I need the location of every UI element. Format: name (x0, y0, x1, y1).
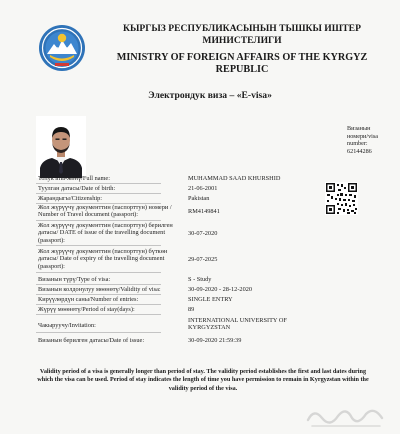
full-name-value: MUHAMMAD SAAD KHURSHID (188, 175, 281, 182)
validity-note: Validity period of a visa is generally longer than period of stay. The validity period establishes the first and last dates during which the visa can be used. Period of stay indicates the length of time you have permission to remain in Kyrgyzstan within the validity period of the visa. (37, 368, 369, 392)
evisa-title: Электрондук виза – «E-visa» (148, 90, 272, 101)
applicant-photo (36, 116, 86, 178)
entries-label: Кирүүлөрдүн саны/Number of entries: (38, 296, 139, 303)
entries-value: SINGLE ENTRY (188, 296, 233, 303)
period-of-stay-label: Жүрүү мөөнөтү/Period of stay(days): (38, 306, 135, 313)
full-name-label: Толук аты-жөнү/Full name: (38, 175, 110, 182)
passport-issue-date-label: Жол жүрүүчү документтин (паспорттун) берилген датасы/ DATE of issue of the travelling document (passport): (38, 222, 173, 244)
field-divider (36, 183, 161, 184)
field-divider (36, 220, 161, 221)
field-divider (36, 304, 161, 305)
date-of-birth-label: Туулган датасы/Date of birth: (38, 185, 116, 192)
field-divider (36, 193, 161, 194)
field-divider (36, 245, 161, 246)
visa-number-block (347, 125, 397, 155)
visa-validity-label: Визанын колдонулуу мөөнөтү/Validity of visa: (38, 286, 161, 293)
visa-number-label: Визанын номери/visa number: (347, 125, 379, 147)
field-divider (36, 284, 161, 285)
watermark-icon (300, 400, 390, 430)
passport-issue-date-value: 30-07-2020 (188, 230, 218, 237)
period-of-stay-value: 89 (188, 306, 195, 313)
passport-expiry-date-label: Жол жүрүүчү документтин (паспорттун) бүткөн датасы/ Date of expiry of the travelling document (passport): (38, 248, 168, 270)
field-divider (36, 272, 161, 273)
field-divider (36, 314, 161, 315)
passport-number-label: Жол жүрүүчү документтин (паспорттун) номери / Number of Travel document (passport): (38, 204, 172, 219)
passport-number-value: RM4149841 (188, 208, 220, 215)
ministry-title-english: MINISTRY OF FOREIGN AFFAIRS OF THE KYRGYZ REPUBLIC (116, 52, 368, 75)
invitation-label: Чакыруучу/Invitation: (38, 322, 96, 329)
field-divider (36, 294, 161, 295)
visa-number-value: 62144286 (347, 147, 372, 155)
citizenship-label: Жарандыгы/Citizenship: (38, 195, 103, 202)
kyrgyz-emblem-icon (38, 24, 86, 72)
visa-validity-value: 30-09-2020 - 28-12-2020 (188, 286, 253, 293)
date-of-birth-value: 21-06-2001 (188, 185, 218, 192)
citizenship-value: Pakistan (188, 195, 210, 202)
passport-expiry-date-value: 29-07-2025 (188, 256, 218, 263)
visa-issue-date-label: Визанын берилген датасы/Date of issue: (38, 337, 145, 344)
visa-type-value: S - Study (188, 276, 212, 283)
visa-issue-date-value: 30-09-2020 21:59:39 (188, 337, 242, 344)
field-divider (36, 332, 161, 333)
invitation-value: INTERNATIONAL UNIVERSITY OF KYRGYZSTAN (188, 317, 287, 332)
visa-type-label: Визанын түрү/Type of visa: (38, 276, 111, 283)
ministry-title-kyrgyz: КЫРГЫЗ РЕСПУБЛИКАСЫНЫН ТЫШКЫ ИШТЕР МИНИСТЕЛИГИ (123, 23, 361, 46)
